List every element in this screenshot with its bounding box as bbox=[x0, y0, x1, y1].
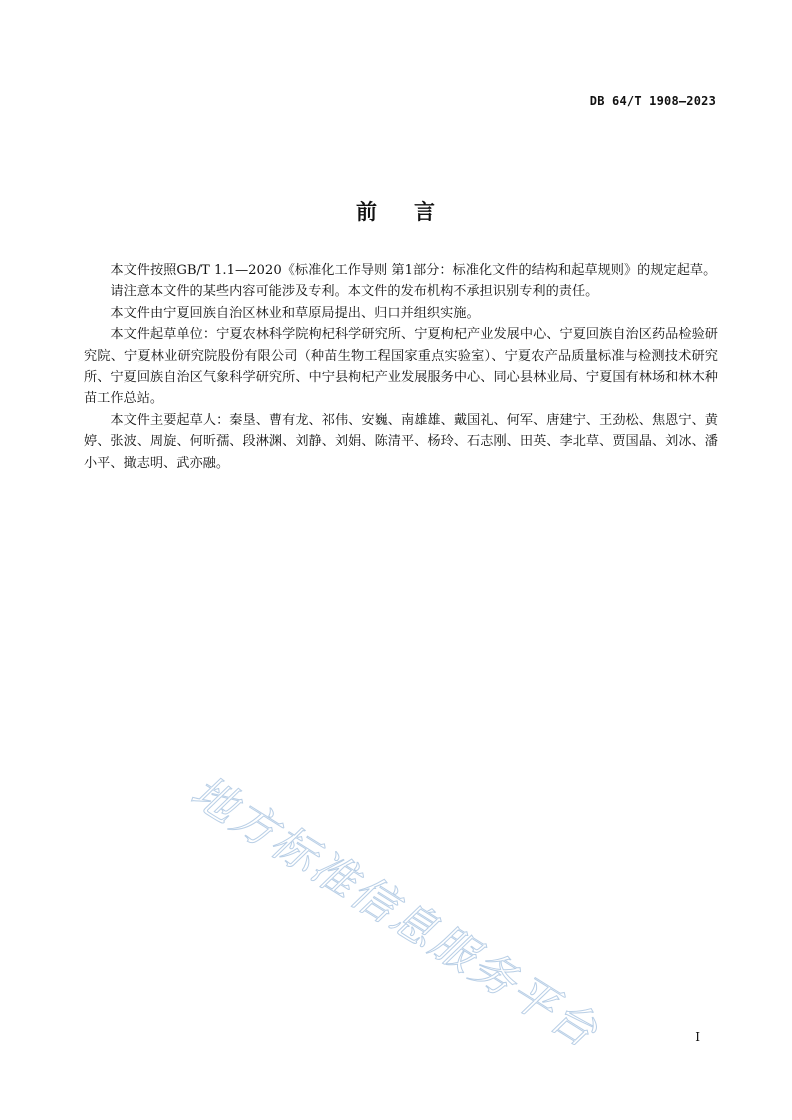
section-title-first-char: 前 bbox=[356, 200, 378, 224]
watermark: 地方标准信息服务平台 bbox=[182, 766, 608, 1059]
section-title-second-char: 言 bbox=[414, 200, 436, 224]
foreword-body bbox=[84, 260, 718, 474]
document-code: DB 64/T 1908—2023 bbox=[589, 94, 716, 108]
paragraph-proposer: 本文件由宁夏回族自治区林业和草原局提出、归口并组织实施。 bbox=[110, 305, 480, 321]
page-number: I bbox=[695, 1030, 700, 1044]
paragraph-drafting-units: 本文件起草单位：宁夏农林科学院枸杞科学研究所、宁夏枸杞产业发展中心、宁夏回族自治区药品检验研究院、宁夏林业研究院股份有限公司（种苗生物工程国家重点实验室）、宁夏农产品质量标准与检测技术研究所、宁夏回族自治区气象科学研究所、中宁县枸杞产业发展服务中心、同心县林业局、宁夏国有林场和林木种苗工作总站。 bbox=[84, 327, 718, 407]
paragraph-patent-notice: 请注意本文件的某些内容可能涉及专利。本文件的发布机构不承担识别专利的责任。 bbox=[110, 284, 599, 300]
paragraph-standard-reference: 本文件按照GB/T 1.1—2020《标准化工作导则 第1部分：标准化文件的结构和起草规则》的规定起草。 bbox=[110, 263, 717, 278]
section-title bbox=[0, 196, 792, 226]
paragraph-drafters: 本文件主要起草人：秦垦、曹有龙、祁伟、安巍、南雄雄、戴国礼、何军、唐建宁、王劲松、焦恩宁、黄婷、张波、周旋、何昕孺、段淋渊、刘静、刘娟、陈清平、杨玲、石志刚、田英、李北草、贾国晶、刘冰、潘小平、撖志明、武亦融。 bbox=[84, 412, 718, 471]
